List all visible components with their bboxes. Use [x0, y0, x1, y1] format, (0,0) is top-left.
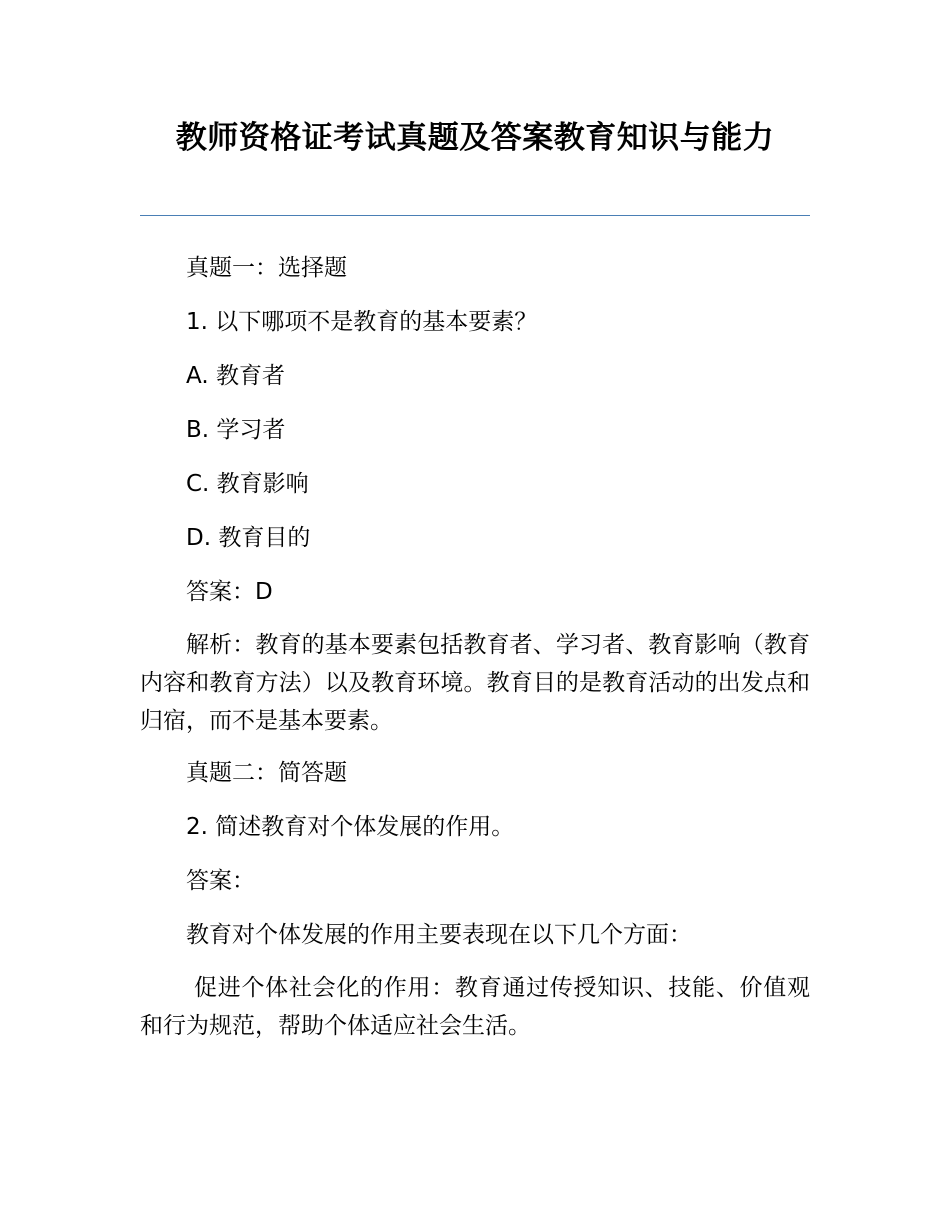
document-body: [140, 248, 810, 1058]
option-c: C. 教育影响: [186, 471, 309, 497]
option-a: A. 教育者: [186, 363, 285, 389]
title-divider: [140, 215, 810, 216]
option-b: B. 学习者: [186, 417, 286, 443]
option-d: D. 教育目的: [186, 525, 311, 551]
question-2: 2. 简述教育对个体发展的作用。: [186, 814, 515, 840]
answer-2-intro: 教育对个体发展的作用主要表现在以下几个方面：: [186, 922, 692, 948]
section-heading-choice: 真题一：选择题: [186, 255, 347, 281]
answer-2-label: 答案：: [186, 868, 255, 894]
question-1: 1. 以下哪项不是教育的基本要素？: [186, 309, 538, 335]
answer-1: 答案：D: [186, 579, 273, 605]
document-title: 教师资格证考试真题及答案教育知识与能力: [175, 120, 775, 156]
explanation-1: 解析：教育的基本要素包括教育者、学习者、教育影响（教育内容和教育方法）以及教育环境。教育目的是教育活动的出发点和归宿，而不是基本要素。: [140, 632, 810, 734]
section-heading-short-answer: 真题二：简答题: [186, 760, 347, 786]
answer-2-point-1: 促进个体社会化的作用：教育通过传授知识、技能、价值观和行为规范，帮助个体适应社会生活。: [140, 975, 810, 1039]
